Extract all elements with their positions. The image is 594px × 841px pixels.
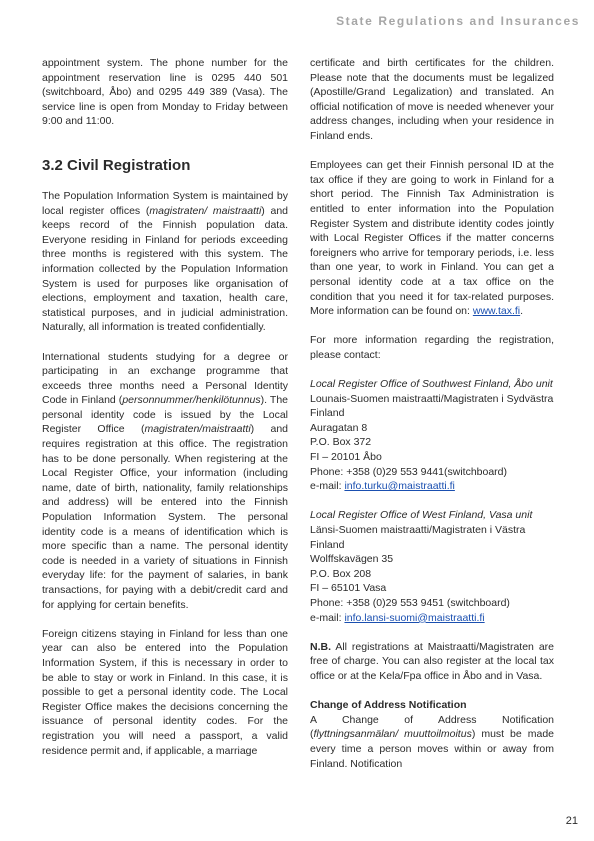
office-phone: Phone: +358 (0)29 553 9441(switchboard)	[310, 465, 508, 478]
population-system-paragraph	[42, 189, 288, 335]
office-email-line	[310, 611, 554, 626]
left-column	[42, 56, 288, 758]
intro-paragraph: appointment system. The phone number for the appointment reservation line is 0295 440 501 (switchboard, Åbo) and 0295 449 389 (Vasa). The service line is open from Monday to Friday between 9:00 and 11:00.	[42, 57, 288, 128]
nb-label: N.B.	[310, 640, 331, 653]
change-of-address-paragraph	[310, 713, 554, 771]
email-label: e-mail:	[310, 480, 345, 493]
email-label: e-mail:	[310, 611, 345, 624]
section-heading: 3.2 Civil Registration	[42, 156, 191, 174]
students-paragraph	[42, 350, 288, 613]
italic-term: flyttningsanmälan/ muuttoilmoitus	[313, 728, 472, 741]
tax-website-link[interactable]: www.tax.fi	[472, 305, 521, 318]
text-run: ) must be made every time a person moves within or away from Finland. Notification	[310, 728, 554, 770]
text-run: Employees can get their Finnish personal ID at the tax office if they are going to work in Finland for a short period. The Finnish Tax Administration is entitled to enter information into the Population Register System and distribute identity codes jointly with Local Register Offices if the matter concerns foreigners who arrive for temporary periods, i.e. less than one year, to work in Finland. You can get a personal identity code at a tax office on the condition that you need it for tax-related purposes. More information can be found on:	[310, 159, 554, 318]
text-run: ) and keeps record of the Finnish population data. Everyone residing in Finland for periods exceeding three months is registered with this system. The information collected by the Population Information System is used for purposes like organisation of elections, employment and taxation, health care, statistical purposes, and in judicial administration. Naturally, all information is treated confidentially.	[42, 204, 289, 334]
italic-term: magistraten/maistraatti	[144, 423, 251, 436]
change-of-address-heading: Change of Address Notification	[310, 699, 467, 712]
page-number: 21	[565, 815, 578, 827]
email-link[interactable]: info.lansi-suomi@maistraatti.fi	[344, 611, 485, 624]
office-line: Lounais-Suomen maistraatti/Magistraten i Sydvästra Finland	[310, 392, 554, 420]
office-phone: Phone: +358 (0)29 553 9451 (switchboard)	[310, 596, 510, 609]
text-run: A Change of Address Notification (	[310, 713, 554, 741]
office-street: Wolffskavägen 35	[310, 553, 394, 566]
continued-paragraph: certificate and birth certificates for the children. Please note that the documents must be legalized (Apostille/Grand Legalization) and translated. An official notification of move is needed whenever your address changes, including when your residence in Finland ends.	[310, 57, 554, 142]
text-run: International students studying for a degree or participating in an exchange programme that exceeds three months need a Personal Identity Code in Finland (	[42, 350, 288, 407]
email-link[interactable]: info.turku@maistraatti.fi	[344, 480, 455, 493]
office-postal: FI – 20101 Åbo	[310, 451, 382, 464]
text-run: All registrations at Maistraatti/Magistraten are free of charge. You can also register at the local tax office or at the Kela/Fpa office in Åbo and in Vasa.	[310, 640, 554, 682]
office-name: Local Register Office of West Finland, Vasa unit	[310, 509, 533, 522]
running-header: State Regulations and Insurances	[336, 14, 580, 28]
text-run: .	[520, 305, 524, 318]
italic-term: personnummer/henkilötunnus	[122, 394, 261, 407]
foreign-citizens-paragraph: Foreign citizens staying in Finland for less than one year can also be entered into the Population Information System, if this is necessary in order to be able to stay or work in Finland. In this case, it is possible to get a personal identity code. The Local Register Office makes the decisions concerning the issuance of personal identity codes. For the registration you will need a passport, a valid residence permit and, if applicable, a marriage	[42, 627, 288, 757]
contact-intro: For more information regarding the registration, please contact:	[310, 334, 554, 361]
italic-term: magistraten/ maistraatti	[149, 204, 262, 217]
nb-paragraph	[310, 640, 554, 684]
office-line: Länsi-Suomen maistraatti/Magistraten i Västra Finland	[310, 524, 526, 551]
text-run: ) and requires registration at this office. The registration has to be done personally. When registering at the Local Register Office, your information (including name, date of birth, nationality, family relationships and address) will be entered into the Finnish Population Information System. The personal identity code is a means of identification which is more specific than a name. The personal identity code is needed in a variety of situations in Finnish everyday life: for the payment of salaries, in bank transactions, for paying with a debit/credit card and for applying for certain benefits.	[42, 423, 288, 611]
office-postal: FI – 65101 Vasa	[310, 582, 387, 595]
office-street: Auragatan 8	[310, 421, 368, 434]
office-turku-address	[310, 377, 554, 494]
text-run: ). The personal identity code is issued by the Local Register Office (	[42, 394, 289, 436]
office-email-line	[310, 479, 554, 494]
office-vasa-address	[310, 508, 554, 625]
office-pobox: P.O. Box 208	[310, 567, 372, 580]
tax-office-paragraph	[310, 158, 554, 319]
office-name: Local Register Office of Southwest Finland, Åbo unit	[310, 378, 553, 391]
right-column	[310, 56, 554, 771]
text-run: The Population Information System is maintained by local register offices (	[42, 189, 288, 217]
office-pobox: P.O. Box 372	[310, 436, 372, 449]
